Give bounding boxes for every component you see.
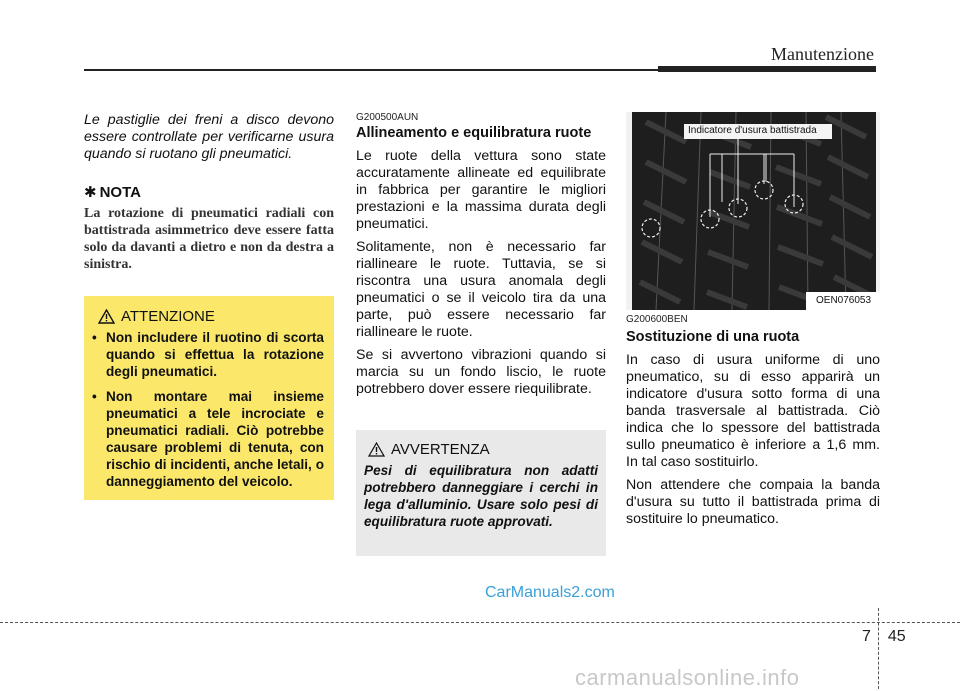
avvertenza-title: AVVERTENZA <box>391 441 490 458</box>
figure-label: Indicatore d'usura battistrada <box>688 125 817 136</box>
asterisk-icon: ✱ <box>84 184 97 201</box>
chapter-number: 7 <box>862 628 871 645</box>
avvertenza-heading <box>368 441 490 458</box>
column-3 <box>626 314 880 528</box>
header-rule <box>84 69 662 71</box>
page-number <box>862 628 906 646</box>
figure-code: OEN076053 <box>816 295 872 306</box>
nota-body: La rotazione di pneumatici radiali con battistrada asimmetrico deve essere fatta solo da davanti a dietro e non da destra a sinistra. <box>84 206 334 272</box>
tire-tread-figure <box>626 112 880 310</box>
carmanuals-watermark: CarManuals2.com <box>485 584 615 601</box>
body-paragraph: Se si avvertono vibrazioni quando si marcia su un fondo liscio, le ruote potrebbero dover essere riequilibrate. <box>356 347 606 397</box>
intro-paragraph: Le pastiglie dei freni a disco devono essere controllate per verificarne usura quando si ruotano gli pneumatici. <box>84 112 334 162</box>
section-code: G200500AUN <box>356 112 419 123</box>
footer-dashed-rule <box>0 622 960 623</box>
attenzione-box <box>84 296 334 500</box>
attenzione-heading <box>98 308 215 325</box>
section-title: Sostituzione di una ruota <box>626 329 800 345</box>
tire-illustration <box>626 112 880 310</box>
page-number-value: 45 <box>887 628 906 645</box>
warning-triangle-icon <box>368 442 385 457</box>
avvertenza-body: Pesi di equilibratura non adatti potrebbero danneggiare i cerchi in lega d'alluminio. Usare solo pesi di equilibratura ruote approvati. <box>364 463 598 529</box>
attenzione-title: ATTENZIONE <box>121 308 215 325</box>
attenzione-item: • Non montare mai insieme pneumatici a tele incrociate e pneumatici radiali. Ciò potrebbe causare problemi di tenuta, con rischio di incidenti, anche letali, o danneggiamento del veicolo. <box>92 388 324 490</box>
section-title: Allineamento e equilibratura ruote <box>356 125 592 141</box>
header-rule-thick <box>658 66 876 72</box>
body-paragraph: Non attendere che compaia la banda d'usura su tutto il battistrada prima di sostituire lo pneumatico. <box>626 477 880 527</box>
body-paragraph: In caso di usura uniforme di uno pneumatico, su di esso apparirà un indicatore d'usura sotto forma di una banda trasversale al battistrada. Ciò indica che lo spessore del battistrada sullo pneumatico è inferiore a 1,6 mm. In tal caso sostituirlo. <box>626 352 880 470</box>
nota-title: NOTA <box>99 183 141 201</box>
column-2 <box>356 112 606 398</box>
site-watermark: carmanualsonline.info <box>575 665 800 690</box>
warning-triangle-icon <box>98 309 115 324</box>
attenzione-item: • Non includere il ruotino di scorta quando si effettua la rotazione degli pneumatici. <box>92 329 324 380</box>
body-paragraph: Le ruote della vettura sono state accuratamente allineate ed equilibrate in fabbrica per garantire le migliori prestazioni e la massima durata degli pneumatici. <box>356 148 606 232</box>
attenzione-list <box>92 329 324 498</box>
page-header-title: Manutenzione <box>771 44 874 64</box>
column-1 <box>84 112 334 273</box>
section-code: G200600BEN <box>626 314 688 325</box>
footer-dashed-divider <box>878 608 879 689</box>
nota-heading <box>84 183 334 201</box>
avvertenza-box <box>356 430 606 556</box>
body-paragraph: Solitamente, non è necessario far riallineare le ruote. Tuttavia, se si riscontra una usura anomala degli pneumatici o se il veicolo tira da una parte, può essere necessario far riallineare le ruote. <box>356 239 606 340</box>
